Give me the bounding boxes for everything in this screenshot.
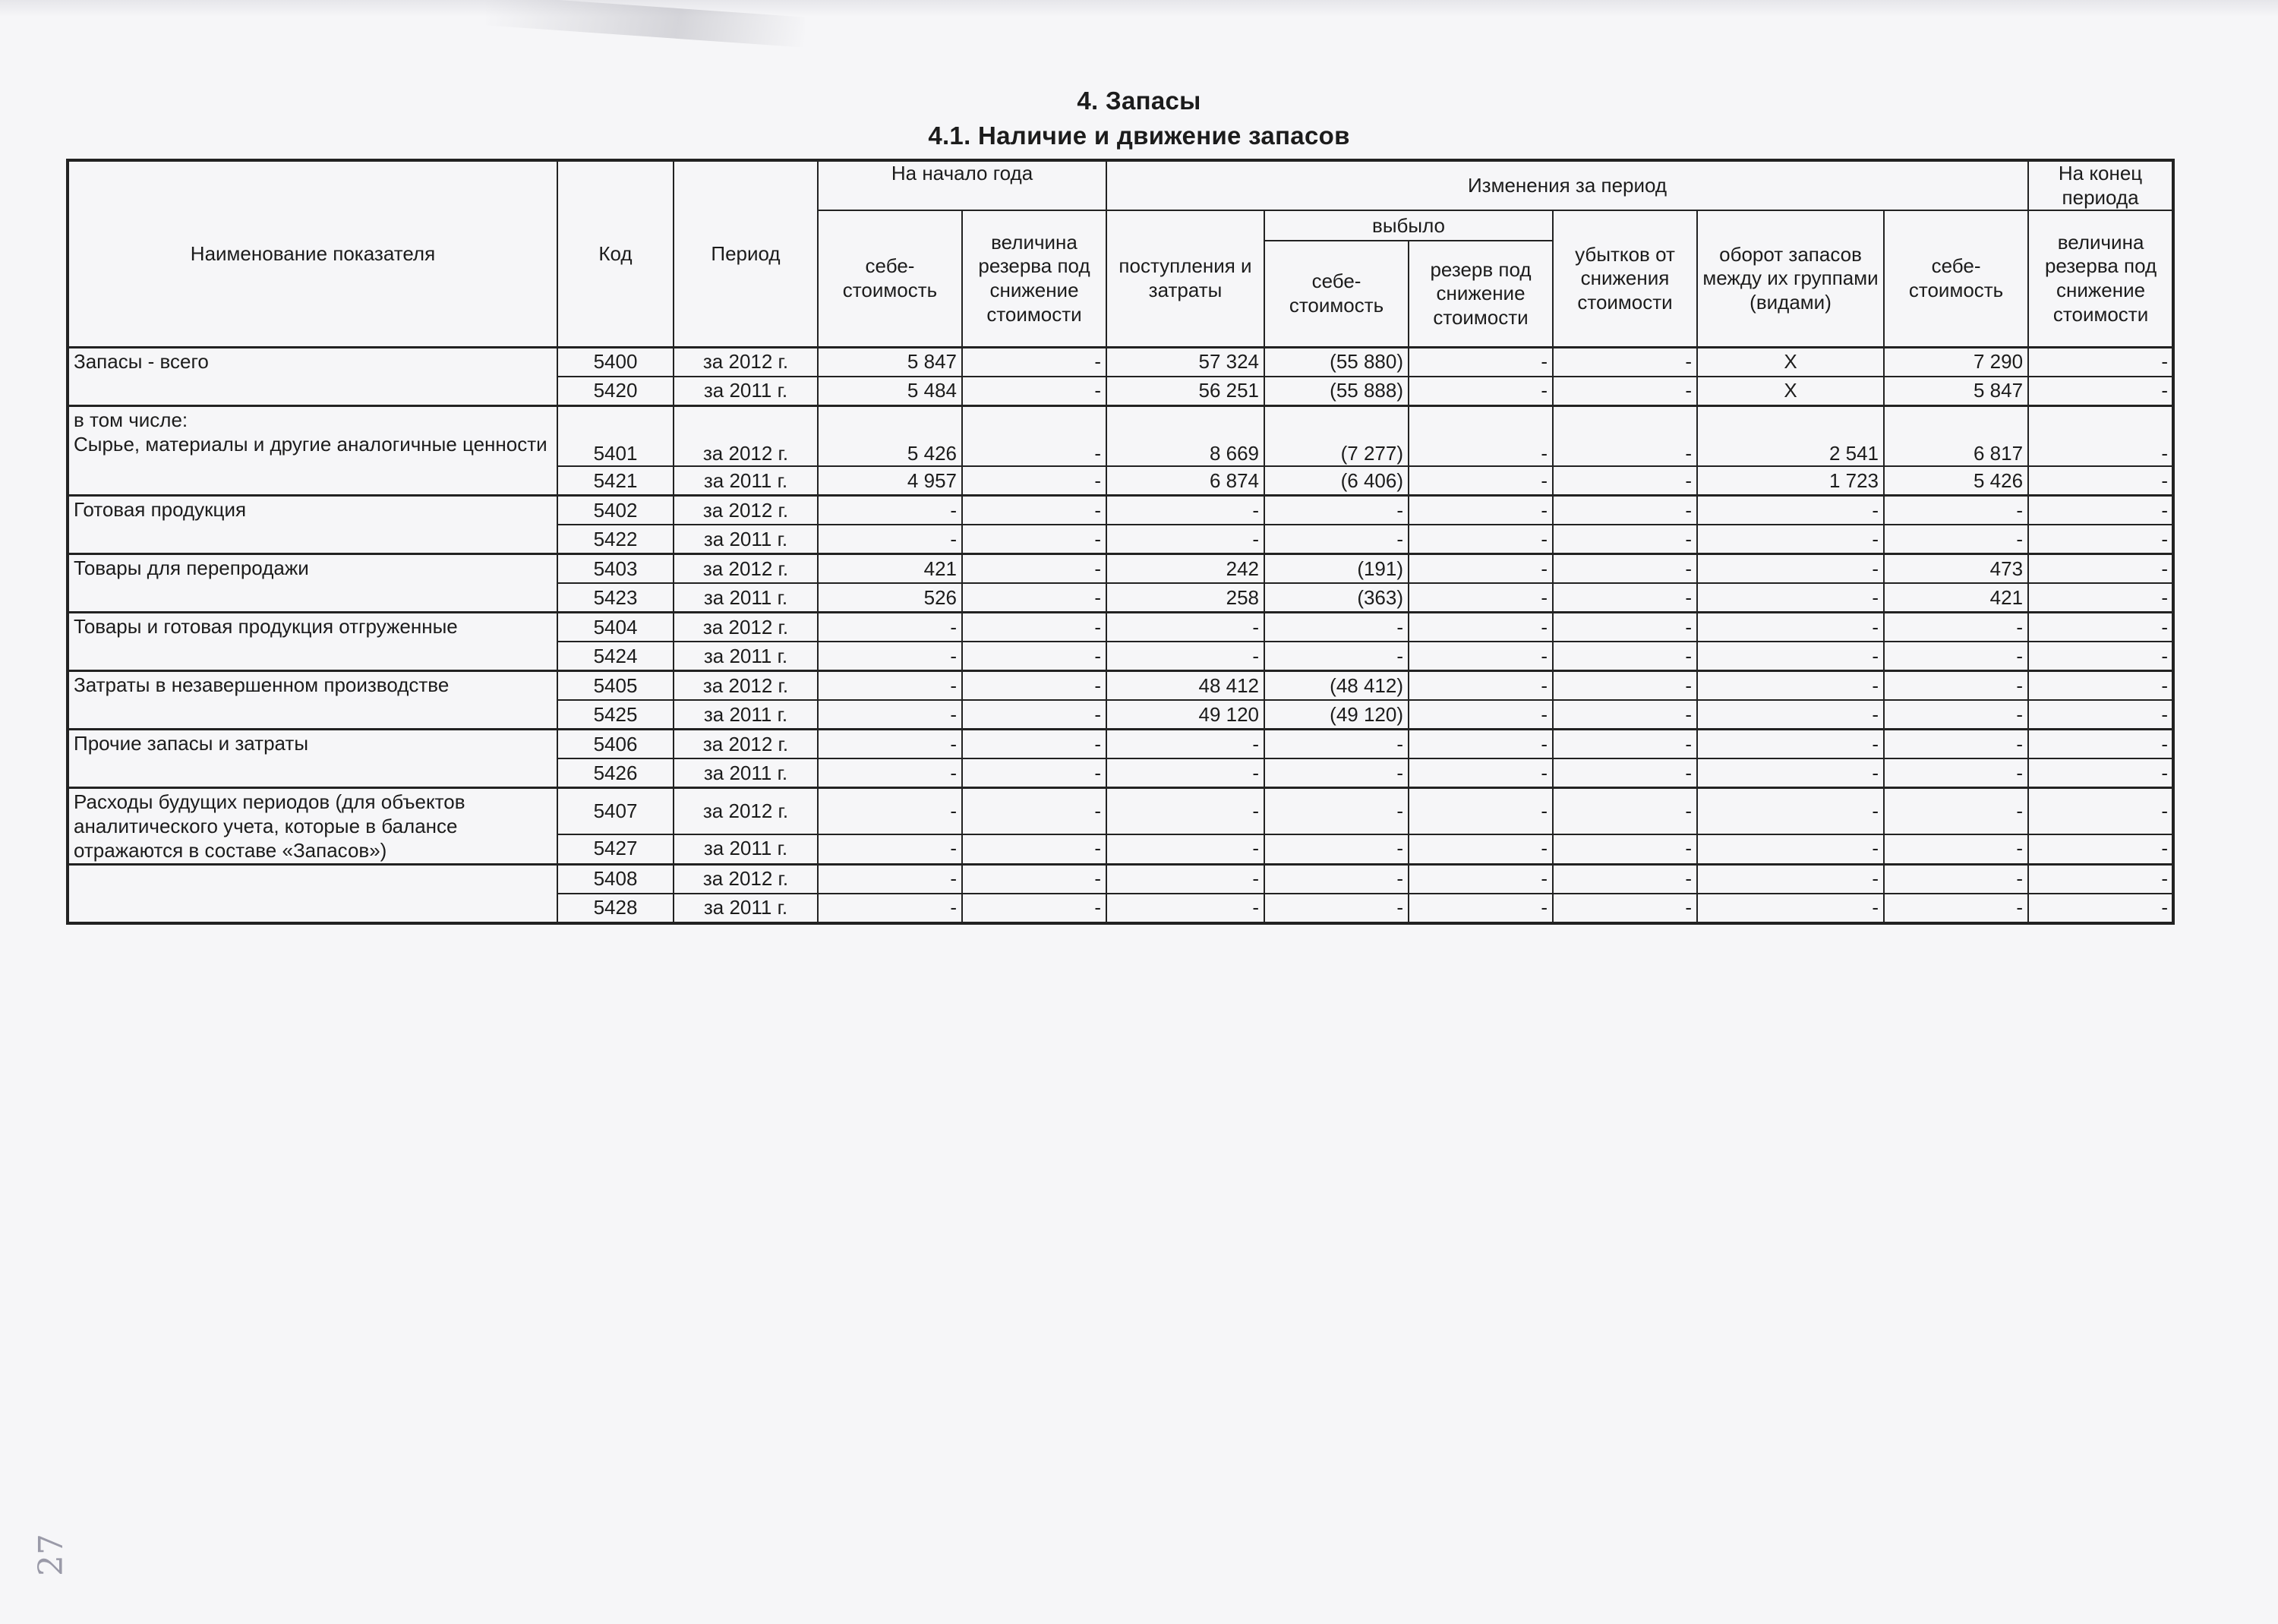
value-cell: (49 120) (1264, 700, 1409, 730)
value-cell: - (1106, 788, 1264, 834)
row-code: 5408 (557, 864, 674, 894)
row-period: за 2011 г. (674, 642, 818, 671)
value-cell: - (1264, 525, 1409, 554)
value-cell: - (962, 613, 1106, 642)
row-period: за 2011 г. (674, 525, 818, 554)
value-cell: - (1884, 525, 2028, 554)
value-cell: - (1264, 864, 1409, 894)
value-cell: - (1697, 554, 1884, 584)
value-cell: - (2028, 730, 2173, 759)
value-cell: - (1409, 613, 1553, 642)
value-cell: - (1553, 377, 1697, 406)
value-cell: - (1697, 613, 1884, 642)
value-cell: - (1697, 758, 1884, 788)
value-cell: 7 290 (1884, 347, 2028, 377)
value-cell: - (2028, 834, 2173, 864)
value-cell: - (962, 894, 1106, 923)
value-cell: - (1409, 347, 1553, 377)
value-cell: 6 817 (1884, 405, 2028, 466)
value-cell: - (818, 700, 962, 730)
row-period: за 2012 г. (674, 730, 818, 759)
value-cell: - (2028, 554, 2173, 584)
value-cell: - (962, 583, 1106, 613)
header-retired-reserve: резерв под снижение стоимости (1409, 241, 1553, 347)
table-row (68, 730, 2173, 759)
value-cell: - (1409, 864, 1553, 894)
value-cell: - (818, 671, 962, 701)
row-period: за 2012 г. (674, 554, 818, 584)
value-cell: - (818, 758, 962, 788)
value-cell: - (1553, 583, 1697, 613)
value-cell: - (1409, 758, 1553, 788)
value-cell: - (1553, 554, 1697, 584)
value-cell: - (2028, 758, 2173, 788)
row-code: 5421 (557, 466, 674, 496)
value-cell: 6 874 (1106, 466, 1264, 496)
value-cell: (55 880) (1264, 347, 1409, 377)
row-period: за 2012 г. (674, 347, 818, 377)
row-period: за 2012 г. (674, 613, 818, 642)
value-cell: - (1264, 788, 1409, 834)
value-cell: - (1409, 496, 1553, 525)
value-cell: - (1106, 730, 1264, 759)
table-row (68, 671, 2173, 701)
value-cell: - (1553, 642, 1697, 671)
row-code: 5404 (557, 613, 674, 642)
table-title: 4.1. Наличие и движение запасов (928, 121, 1350, 150)
table-row (68, 554, 2173, 584)
value-cell: - (1409, 554, 1553, 584)
row-code: 5401 (557, 405, 674, 466)
value-cell: 49 120 (1106, 700, 1264, 730)
row-code: 5405 (557, 671, 674, 701)
value-cell: - (2028, 788, 2173, 834)
value-cell: - (962, 758, 1106, 788)
value-cell: - (1884, 642, 2028, 671)
value-cell: (363) (1264, 583, 1409, 613)
row-code: 5426 (557, 758, 674, 788)
value-cell: - (1553, 347, 1697, 377)
scan-edge-shade (0, 0, 2278, 17)
row-period: за 2012 г. (674, 671, 818, 701)
value-cell: - (1409, 583, 1553, 613)
indicator-name: Запасы - всего (68, 347, 557, 405)
header-losses: убытков от снижения стоимости (1553, 210, 1697, 347)
indicator-name: Прочие запасы и затраты (68, 730, 557, 788)
table-row (68, 496, 2173, 525)
value-cell: - (1553, 730, 1697, 759)
row-code: 5425 (557, 700, 674, 730)
value-cell: - (1553, 894, 1697, 923)
header-retired: выбыло (1264, 210, 1553, 241)
value-cell: - (2028, 583, 2173, 613)
value-cell: - (962, 377, 1106, 406)
value-cell: - (818, 613, 962, 642)
value-cell: - (2028, 700, 2173, 730)
value-cell: 48 412 (1106, 671, 1264, 701)
table-row (68, 347, 2173, 377)
value-cell: - (1553, 496, 1697, 525)
value-cell: - (1409, 894, 1553, 923)
value-cell: - (1264, 730, 1409, 759)
value-cell: 258 (1106, 583, 1264, 613)
value-cell: - (1553, 834, 1697, 864)
value-cell: - (1264, 894, 1409, 923)
value-cell: - (1553, 788, 1697, 834)
value-cell: - (1697, 864, 1884, 894)
row-period: за 2012 г. (674, 864, 818, 894)
value-cell: (55 888) (1264, 377, 1409, 406)
value-cell: (48 412) (1264, 671, 1409, 701)
value-cell: - (1106, 496, 1264, 525)
value-cell: - (962, 788, 1106, 834)
value-cell: - (1697, 525, 1884, 554)
value-cell: - (1553, 525, 1697, 554)
value-cell: 4 957 (818, 466, 962, 496)
indicator-name: в том числе: Сырье, материалы и другие аналогичные ценности (68, 405, 557, 496)
row-period: за 2011 г. (674, 583, 818, 613)
value-cell: - (1106, 642, 1264, 671)
row-period: за 2011 г. (674, 894, 818, 923)
value-cell: - (962, 405, 1106, 466)
value-cell: 1 723 (1697, 466, 1884, 496)
value-cell: - (2028, 405, 2173, 466)
value-cell: - (1106, 864, 1264, 894)
value-cell: - (1553, 758, 1697, 788)
row-code: 5400 (557, 347, 674, 377)
value-cell: 5 484 (818, 377, 962, 406)
value-cell: - (1106, 894, 1264, 923)
value-cell: 2 541 (1697, 405, 1884, 466)
value-cell: - (1409, 834, 1553, 864)
value-cell: Х (1697, 377, 1884, 406)
indicator-name: Товары для перепродажи (68, 554, 557, 613)
value-cell: 57 324 (1106, 347, 1264, 377)
value-cell: Х (1697, 347, 1884, 377)
header-code: Код (557, 160, 674, 347)
row-period: за 2011 г. (674, 466, 818, 496)
value-cell: - (818, 642, 962, 671)
value-cell: 421 (818, 554, 962, 584)
row-code: 5403 (557, 554, 674, 584)
value-cell: - (1697, 788, 1884, 834)
value-cell: - (818, 834, 962, 864)
value-cell: - (1697, 496, 1884, 525)
value-cell: - (1884, 671, 2028, 701)
value-cell: 421 (1884, 583, 2028, 613)
value-cell: - (1553, 864, 1697, 894)
value-cell: - (2028, 496, 2173, 525)
value-cell: - (2028, 377, 2173, 406)
value-cell: - (2028, 864, 2173, 894)
table-row (68, 788, 2173, 834)
header-end-of-period: На конец периода (2028, 160, 2173, 210)
value-cell: - (1409, 700, 1553, 730)
header-start-cost: себе-стоимость (818, 210, 962, 347)
value-cell: - (1106, 834, 1264, 864)
value-cell: - (1884, 700, 2028, 730)
value-cell: - (962, 700, 1106, 730)
value-cell: - (1697, 700, 1884, 730)
header-retired-cost: себе-стоимость (1264, 241, 1409, 347)
value-cell: - (1553, 671, 1697, 701)
value-cell: - (962, 525, 1106, 554)
row-code: 5427 (557, 834, 674, 864)
value-cell: - (1409, 730, 1553, 759)
table-header (68, 160, 2173, 347)
value-cell: - (1697, 583, 1884, 613)
value-cell: - (1884, 834, 2028, 864)
table-body (68, 347, 2173, 922)
row-code: 5423 (557, 583, 674, 613)
row-period: за 2011 г. (674, 700, 818, 730)
value-cell: 473 (1884, 554, 2028, 584)
value-cell: - (2028, 525, 2173, 554)
value-cell: 526 (818, 583, 962, 613)
value-cell: 5 847 (818, 347, 962, 377)
table-row (68, 864, 2173, 894)
value-cell: - (1884, 894, 2028, 923)
table-row (68, 405, 2173, 466)
value-cell: - (818, 730, 962, 759)
value-cell: 5 426 (818, 405, 962, 466)
value-cell: - (962, 834, 1106, 864)
value-cell: - (818, 525, 962, 554)
indicator-name: Расходы будущих периодов (для объектов аналитического учета, которые в балансе отражаются в составе «Запасов») (68, 788, 557, 864)
value-cell: - (1884, 864, 2028, 894)
handwritten-page-number: 27 (32, 1534, 71, 1576)
row-code: 5424 (557, 642, 674, 671)
indicator-name: Готовая продукция (68, 496, 557, 554)
value-cell: - (1106, 613, 1264, 642)
value-cell: - (2028, 347, 2173, 377)
value-cell: - (1697, 671, 1884, 701)
header-start-reserve: величина резерва под снижение стоимости (962, 210, 1106, 347)
value-cell: - (2028, 613, 2173, 642)
indicator-name: Затраты в незавершенном производстве (68, 671, 557, 730)
value-cell: - (1264, 642, 1409, 671)
header-start-of-year: На начало года (818, 160, 1106, 210)
header-changes: Изменения за период (1106, 160, 2028, 210)
row-code: 5402 (557, 496, 674, 525)
value-cell: 242 (1106, 554, 1264, 584)
value-cell: - (962, 554, 1106, 584)
value-cell: - (818, 788, 962, 834)
value-cell: 56 251 (1106, 377, 1264, 406)
value-cell: 5 426 (1884, 466, 2028, 496)
value-cell: - (1884, 496, 2028, 525)
header-period: Период (674, 160, 818, 347)
value-cell: 8 669 (1106, 405, 1264, 466)
row-code: 5406 (557, 730, 674, 759)
value-cell: - (1553, 405, 1697, 466)
header-end-reserve: величина резерва под снижение стоимости (2028, 210, 2173, 347)
value-cell: - (2028, 894, 2173, 923)
value-cell: - (1697, 642, 1884, 671)
value-cell: - (1409, 466, 1553, 496)
value-cell: - (1106, 758, 1264, 788)
value-cell: (7 277) (1264, 405, 1409, 466)
value-cell: - (1106, 525, 1264, 554)
value-cell: 5 847 (1884, 377, 2028, 406)
row-code: 5422 (557, 525, 674, 554)
value-cell: - (962, 730, 1106, 759)
value-cell: - (1409, 671, 1553, 701)
header-name: Наименование показателя (68, 160, 557, 347)
row-period: за 2012 г. (674, 788, 818, 834)
header-turnover: оборот запасов между их группами (видами) (1697, 210, 1884, 347)
value-cell: - (1884, 613, 2028, 642)
value-cell: - (962, 864, 1106, 894)
value-cell: - (962, 496, 1106, 525)
row-period: за 2011 г. (674, 758, 818, 788)
value-cell: - (1264, 834, 1409, 864)
value-cell: - (962, 466, 1106, 496)
row-period: за 2011 г. (674, 834, 818, 864)
value-cell: - (962, 347, 1106, 377)
value-cell: - (1553, 466, 1697, 496)
value-cell: - (1697, 894, 1884, 923)
value-cell: - (1884, 788, 2028, 834)
value-cell: - (962, 671, 1106, 701)
row-code: 5407 (557, 788, 674, 834)
value-cell: - (1553, 700, 1697, 730)
indicator-name: Товары и готовая продукция отгруженные (68, 613, 557, 671)
value-cell: - (1264, 758, 1409, 788)
value-cell: - (1697, 730, 1884, 759)
value-cell: - (2028, 466, 2173, 496)
row-code: 5428 (557, 894, 674, 923)
value-cell: - (818, 894, 962, 923)
value-cell: - (1264, 496, 1409, 525)
value-cell: - (2028, 642, 2173, 671)
row-period: за 2012 г. (674, 496, 818, 525)
value-cell: - (1409, 525, 1553, 554)
row-period: за 2012 г. (674, 405, 818, 466)
value-cell: - (1697, 834, 1884, 864)
indicator-name (68, 864, 557, 923)
inventory-table (66, 159, 2175, 925)
row-code: 5420 (557, 377, 674, 406)
header-receipts: поступления и затраты (1106, 210, 1264, 347)
value-cell: - (1264, 613, 1409, 642)
value-cell: - (1409, 405, 1553, 466)
value-cell: - (962, 642, 1106, 671)
value-cell: - (1409, 377, 1553, 406)
value-cell: - (1884, 730, 2028, 759)
table-row (68, 613, 2173, 642)
value-cell: - (818, 496, 962, 525)
value-cell: - (818, 864, 962, 894)
row-period: за 2011 г. (674, 377, 818, 406)
value-cell: - (1884, 758, 2028, 788)
value-cell: - (1409, 788, 1553, 834)
header-end-cost: себе-стоимость (1884, 210, 2028, 347)
value-cell: - (2028, 671, 2173, 701)
section-title: 4. Запасы (1077, 87, 1201, 115)
value-cell: - (1553, 613, 1697, 642)
value-cell: (6 406) (1264, 466, 1409, 496)
value-cell: (191) (1264, 554, 1409, 584)
value-cell: - (1409, 642, 1553, 671)
